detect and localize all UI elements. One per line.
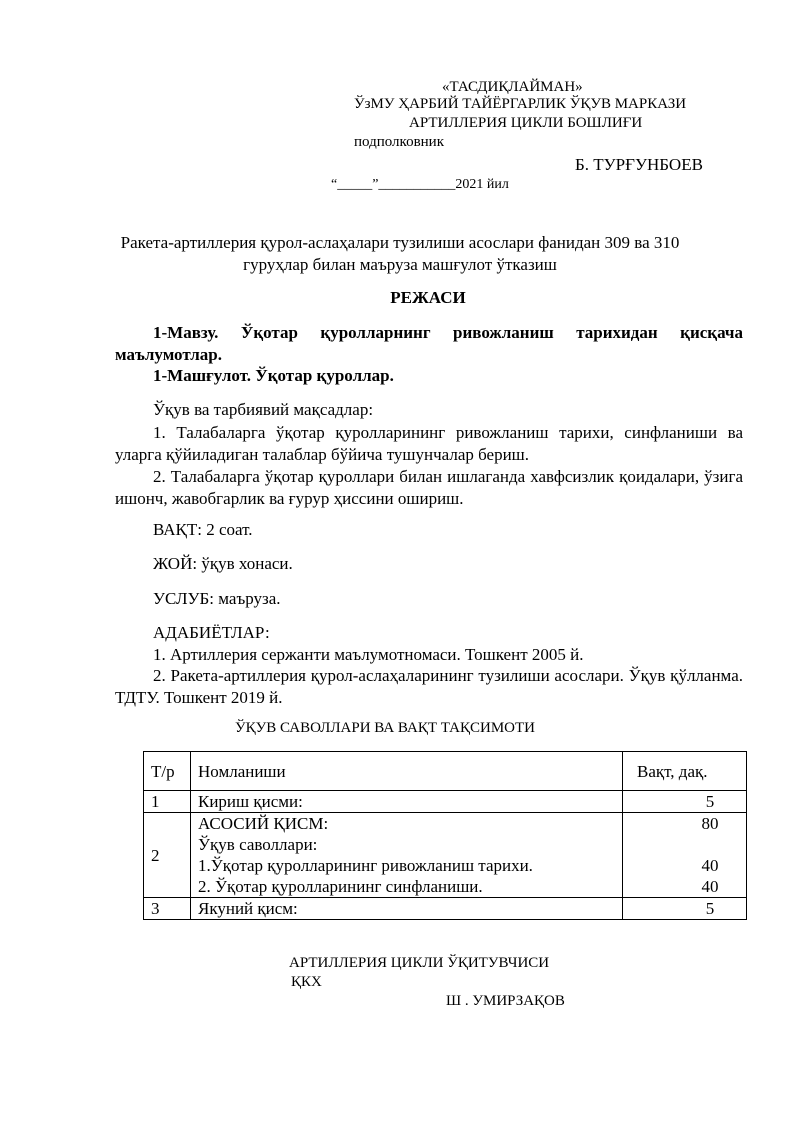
- row-3-time: 5: [705, 899, 715, 918]
- schedule-title: ЎҚУВ САВОЛЛАРИ ВА ВАҚТ ТАҚСИМОТИ: [235, 720, 535, 736]
- row-2-question-2-time: 40: [701, 877, 719, 896]
- row-3-name: Якуний қисм:: [191, 898, 623, 920]
- table-row: [144, 898, 747, 920]
- info-time: ВАҚТ: 2 соат.: [153, 520, 253, 539]
- approval-rank: подполковник: [354, 134, 444, 150]
- info-place: ЖОЙ: ўқув хонаси.: [153, 554, 293, 573]
- header-time: Вақт, дақ.: [623, 752, 747, 791]
- row-2-question-1: 1.Ўқотар қуролларининг ривожланиш тарихи.: [198, 856, 533, 875]
- header-num: Т/р: [144, 752, 191, 791]
- goals-title: Ўқув ва тарбиявий мақсадлар:: [153, 400, 374, 419]
- row-2-main: АСОСИЙ ҚИСМ:: [198, 814, 329, 833]
- approval-date: “_____”___________2021 йил: [331, 177, 509, 192]
- row-2-num: 2: [144, 813, 191, 898]
- row-3-num: 3: [144, 898, 191, 920]
- goal-item-1: 1. Талабаларга ўқотар қуролларининг ривожланиш тарихи, синфланиши ва уларга қўйиладиган талаблар бўйича тушунчалар бериш.: [115, 423, 743, 464]
- info-method: УСЛУБ: маъруза.: [153, 589, 281, 608]
- row-2-main-time: 80: [701, 814, 719, 833]
- row-2-question-2: 2. Ўқотар қуролларининг синфланиши.: [198, 877, 483, 896]
- signature-name: Ш . УМИРЗАҚОВ: [446, 993, 565, 1009]
- table-header-row: [144, 752, 747, 791]
- table-row: [144, 813, 747, 898]
- topic-lesson: 1-Машғулот. Ўқотар қуроллар.: [153, 366, 394, 385]
- approval-name: Б. ТУРҒУНБОЕВ: [575, 155, 703, 174]
- row-2-questions-label: Ўқув саволлари:: [198, 835, 318, 854]
- goal-item-2: 2. Талабаларга ўқотар қуроллари билан ишлаганда хавфсизлик қоидалари, ўзига ишонч, жавобгарлик ва ғурур ҳиссини ошириш.: [115, 467, 743, 508]
- table-row: [144, 791, 747, 813]
- row-1-time: 5: [705, 792, 715, 811]
- schedule-table: [143, 751, 747, 920]
- approval-org: ЎзМУ ҲАРБИЙ ТАЙЁРГАРЛИК ЎҚУВ МАРКАЗИ: [354, 96, 687, 112]
- topic-theme: 1-Мавзу. Ўқотар қуролларнинг ривожланиш тарихидан қисқача маълумотлар.: [115, 323, 743, 364]
- header-name: Номланиши: [191, 752, 623, 791]
- literature-title: АДАБИЁТЛАР:: [153, 623, 270, 642]
- row-1-num: 1: [144, 791, 191, 813]
- literature-item-1: 1. Артиллерия сержанти маълумотномаси. Тошкент 2005 й.: [153, 645, 584, 664]
- approval-position: АРТИЛЛЕРИЯ ЦИКЛИ БОШЛИҒИ: [409, 115, 643, 131]
- signature-position: АРТИЛЛЕРИЯ ЦИКЛИ ЎҚИТУВЧИСИ: [289, 955, 550, 971]
- literature-item-2: 2. Ракета-артиллерия қурол-аслаҳаларининг тузилиши асослари. Ўқув қўлланма. ТДТУ. Тошкент 2019 й.: [115, 666, 743, 707]
- page-title: РЕЖАСИ: [390, 288, 466, 307]
- signature-unit: ҚКХ: [291, 974, 322, 990]
- row-2-question-1-time: 40: [701, 856, 719, 875]
- approval-title: «ТАСДИҚЛАЙМАН»: [442, 79, 583, 95]
- row-1-name: Кириш қисми:: [191, 791, 623, 813]
- plan-subject-line1: Ракета-артиллерия қурол-аслаҳалари тузилиши асослари фанидан 309 ва 310: [120, 233, 680, 252]
- plan-subject-line2: гуруҳлар билан маъруза машғулот ўтказиш: [243, 255, 557, 274]
